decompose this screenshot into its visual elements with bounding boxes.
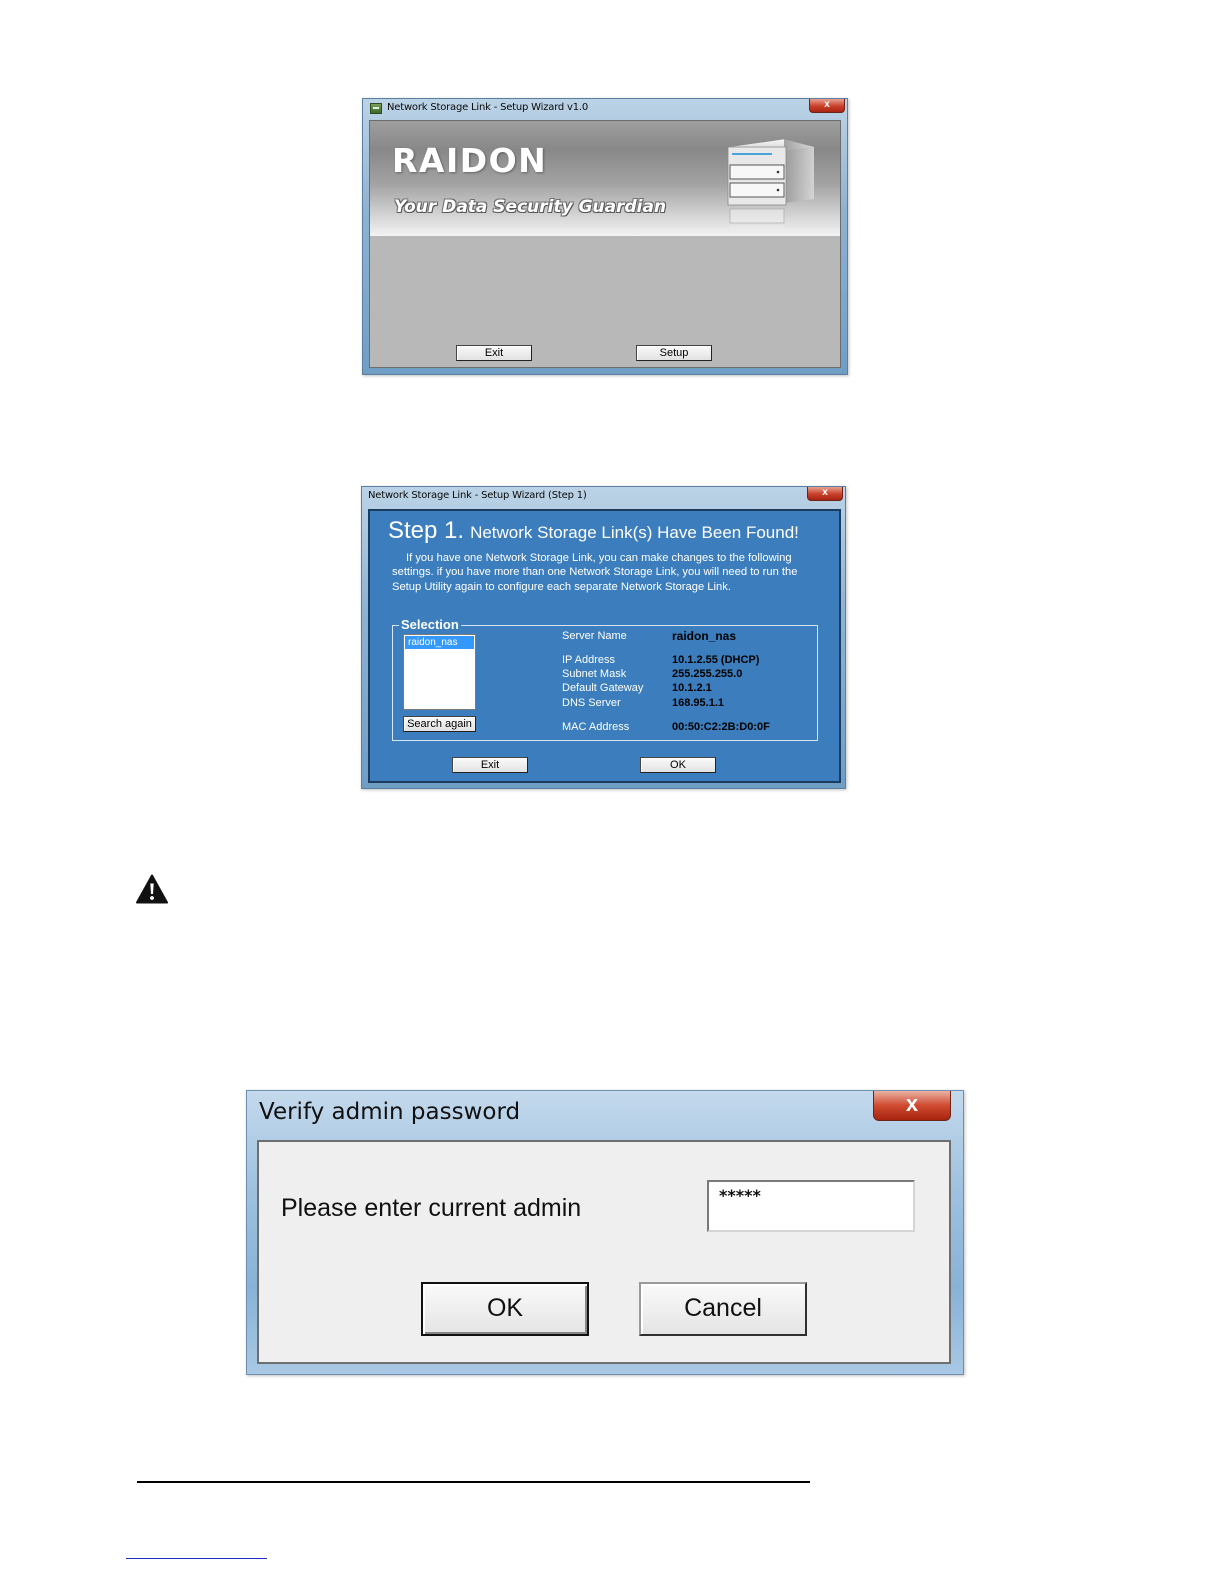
exit-button[interactable]: Exit bbox=[456, 345, 532, 361]
dns-server-value: 168.95.1.1 bbox=[672, 697, 724, 709]
nas-list[interactable] bbox=[403, 634, 476, 710]
exit-button[interactable]: Exit bbox=[452, 757, 528, 773]
mac-address-label: MAC Address bbox=[562, 721, 630, 733]
raidon-banner bbox=[370, 121, 840, 236]
step-title: Network Storage Link(s) Have Been Found! bbox=[470, 523, 799, 542]
wizard-client-area bbox=[369, 120, 841, 368]
step1-panel bbox=[368, 509, 841, 783]
brand-slogan: Your Data Security Guardian bbox=[394, 197, 667, 217]
brand-logo: RAIDON bbox=[392, 141, 548, 180]
password-prompt: Please enter current admin bbox=[281, 1194, 582, 1222]
footer-rule bbox=[137, 1481, 810, 1483]
subnet-mask-value: 255.255.255.0 bbox=[672, 668, 743, 680]
window-title: Network Storage Link - Setup Wizard (Step 1) bbox=[368, 490, 587, 501]
list-item[interactable]: raidon_nas bbox=[405, 636, 474, 649]
cancel-button[interactable]: Cancel bbox=[639, 1282, 807, 1336]
setup-wizard-step1-window bbox=[361, 486, 846, 789]
default-gateway-label: Default Gateway bbox=[562, 682, 644, 694]
title-bar bbox=[362, 487, 845, 507]
app-icon bbox=[370, 103, 382, 114]
close-button[interactable]: x bbox=[809, 99, 845, 113]
password-input[interactable]: ***** bbox=[707, 1180, 915, 1232]
mac-address-value: 00:50:C2:2B:D0:0F bbox=[672, 721, 770, 733]
ip-address-label: IP Address bbox=[562, 654, 615, 666]
server-name-label: Server Name bbox=[562, 630, 627, 642]
footer-link-underline bbox=[126, 1558, 267, 1559]
verify-admin-password-dialog bbox=[246, 1090, 964, 1375]
close-button[interactable]: x bbox=[873, 1091, 951, 1121]
step-number: Step 1. bbox=[388, 517, 465, 544]
nas-device-icon bbox=[722, 133, 818, 233]
selection-label: Selection bbox=[401, 617, 459, 632]
ok-button[interactable]: OK bbox=[640, 757, 716, 773]
ip-address-value: 10.1.2.55 (DHCP) bbox=[672, 654, 760, 666]
ok-button[interactable]: OK bbox=[421, 1282, 589, 1336]
dns-server-label: DNS Server bbox=[562, 697, 621, 709]
selection-group bbox=[392, 617, 818, 741]
title-bar bbox=[363, 99, 847, 119]
subnet-mask-label: Subnet Mask bbox=[562, 668, 627, 680]
default-gateway-value: 10.1.2.1 bbox=[672, 682, 712, 694]
server-name-value: raidon_nas bbox=[672, 629, 737, 643]
step-heading bbox=[388, 517, 799, 545]
warning-icon bbox=[136, 874, 168, 904]
dialog-body bbox=[257, 1140, 951, 1364]
close-button[interactable]: x bbox=[807, 487, 843, 501]
search-again-button[interactable]: Search again bbox=[403, 716, 476, 732]
setup-button[interactable]: Setup bbox=[636, 345, 712, 361]
step-description: If you have one Network Storage Link, you can make changes to the following settings. if you have more than one Network Storage Link, you will need to run the Setup Utility again to configure each separate Network Storage Link. bbox=[392, 552, 798, 593]
setup-wizard-window bbox=[362, 98, 848, 375]
dialog-title: Verify admin password bbox=[259, 1099, 521, 1125]
window-title: Network Storage Link - Setup Wizard v1.0 bbox=[387, 102, 589, 113]
